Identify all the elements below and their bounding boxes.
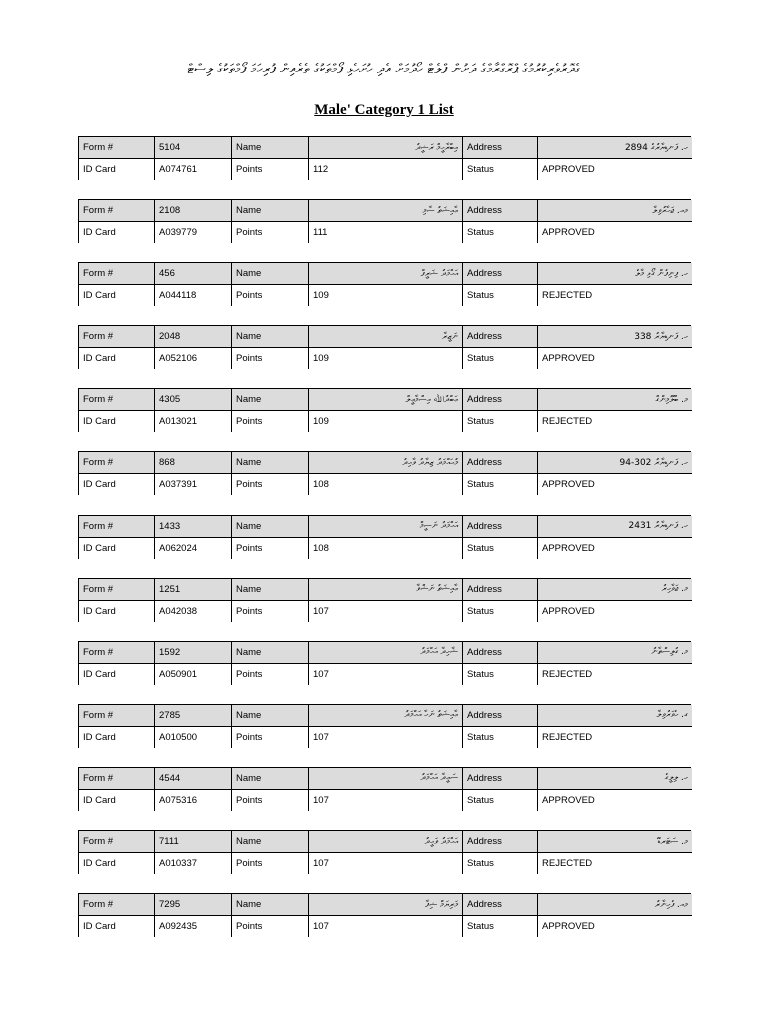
address-value: ހ. ފަނޑިޔާރުގެ 2894 bbox=[538, 137, 692, 159]
address-value: ހ. ފަނޑިޔާރު 2431 bbox=[538, 516, 692, 538]
points-label: Points bbox=[232, 601, 309, 622]
name-label: Name bbox=[232, 389, 309, 411]
id-card-value: A052106 bbox=[155, 348, 232, 369]
address-label: Address bbox=[463, 768, 538, 790]
id-card-value: A042038 bbox=[155, 601, 232, 622]
record-table bbox=[78, 136, 691, 180]
records-list bbox=[78, 136, 691, 956]
status-value: REJECTED bbox=[538, 853, 692, 874]
name-value: އަޙްމަދު ވަޙީދު bbox=[309, 831, 463, 853]
form-label: Form # bbox=[79, 642, 155, 664]
status-label: Status bbox=[463, 664, 538, 685]
name-value: މުޙައްމަދު ޒިޔާދު ވާޙިދު bbox=[309, 452, 463, 474]
name-label: Name bbox=[232, 768, 309, 790]
points-label: Points bbox=[232, 664, 309, 685]
form-label: Form # bbox=[79, 579, 155, 601]
form-number: 2108 bbox=[155, 200, 232, 222]
status-value: REJECTED bbox=[538, 285, 692, 306]
record-table bbox=[78, 830, 691, 874]
points-label: Points bbox=[232, 790, 309, 811]
status-label: Status bbox=[463, 285, 538, 306]
record-table bbox=[78, 515, 691, 559]
form-label: Form # bbox=[79, 516, 155, 538]
status-label: Status bbox=[463, 790, 538, 811]
form-number: 1592 bbox=[155, 642, 232, 664]
points-label: Points bbox=[232, 348, 309, 369]
address-value: ހ. ލިލީގެ bbox=[538, 768, 692, 790]
name-value: ޢަބްދުﷲ އިސްމާޢީލް bbox=[309, 389, 463, 411]
record-table bbox=[78, 578, 691, 622]
page-title: Male' Category 1 List bbox=[314, 102, 454, 118]
id-card-label: ID Card bbox=[79, 474, 155, 495]
form-number: 7111 bbox=[155, 831, 232, 853]
name-label: Name bbox=[232, 642, 309, 664]
points-value: 107 bbox=[309, 601, 463, 622]
points-value: 111 bbox=[309, 222, 463, 243]
name-value: ޢާއިޝަތު ނަހާ އަޙްމަދު bbox=[309, 705, 463, 727]
name-label: Name bbox=[232, 452, 309, 474]
points-value: 107 bbox=[309, 916, 463, 937]
status-value: REJECTED bbox=[538, 664, 692, 685]
status-value: APPROVED bbox=[538, 916, 692, 937]
record-table bbox=[78, 767, 691, 811]
points-value: 107 bbox=[309, 727, 463, 748]
form-number: 1251 bbox=[155, 579, 232, 601]
form-number: 1433 bbox=[155, 516, 232, 538]
id-card-value: A039779 bbox=[155, 222, 232, 243]
record-table bbox=[78, 262, 691, 306]
status-value: APPROVED bbox=[538, 538, 692, 559]
points-label: Points bbox=[232, 285, 309, 306]
name-value: ސަޢީދާ އަޙްމަދު bbox=[309, 768, 463, 790]
name-value: އިބްރާހީމް ރަޝީދު bbox=[309, 137, 463, 159]
points-label: Points bbox=[232, 474, 309, 495]
points-value: 112 bbox=[309, 159, 463, 180]
status-value: APPROVED bbox=[538, 159, 692, 180]
points-value: 108 bbox=[309, 538, 463, 559]
address-value: މ. ސަޓަރޑޭ bbox=[538, 831, 692, 853]
status-value: APPROVED bbox=[538, 601, 692, 622]
name-value: ނަޒީރާ bbox=[309, 326, 463, 348]
id-card-label: ID Card bbox=[79, 411, 155, 432]
id-card-value: A013021 bbox=[155, 411, 232, 432]
status-value: APPROVED bbox=[538, 348, 692, 369]
status-value: APPROVED bbox=[538, 474, 692, 495]
id-card-label: ID Card bbox=[79, 285, 155, 306]
points-label: Points bbox=[232, 853, 309, 874]
record-table bbox=[78, 199, 691, 243]
points-value: 109 bbox=[309, 348, 463, 369]
status-value: APPROVED bbox=[538, 222, 692, 243]
address-label: Address bbox=[463, 389, 538, 411]
status-value: REJECTED bbox=[538, 411, 692, 432]
address-label: Address bbox=[463, 894, 538, 916]
record-table bbox=[78, 451, 691, 495]
name-value: އަޙްމަދު ނަސީމް bbox=[309, 516, 463, 538]
address-value: ހ. ފިނިފެން ގޯޅި މާލެ bbox=[538, 263, 692, 285]
form-label: Form # bbox=[79, 768, 155, 790]
address-value: ހ. ފަނޑިޔާރު 338 bbox=[538, 326, 692, 348]
id-card-value: A075316 bbox=[155, 790, 232, 811]
id-card-value: A074761 bbox=[155, 159, 232, 180]
name-label: Name bbox=[232, 200, 309, 222]
form-label: Form # bbox=[79, 705, 155, 727]
id-card-value: A092435 bbox=[155, 916, 232, 937]
address-label: Address bbox=[463, 200, 538, 222]
name-value: ޢާއިޝަތު ނަޝްވާ bbox=[309, 579, 463, 601]
id-card-label: ID Card bbox=[79, 727, 155, 748]
form-label: Form # bbox=[79, 894, 155, 916]
status-label: Status bbox=[463, 601, 538, 622]
points-label: Points bbox=[232, 222, 309, 243]
address-value: މ. ބްލޫމިންގް bbox=[538, 389, 692, 411]
points-label: Points bbox=[232, 411, 309, 432]
address-value: މއ. ޖަހާރުވިލާ bbox=[538, 200, 692, 222]
status-label: Status bbox=[463, 538, 538, 559]
id-card-value: A037391 bbox=[155, 474, 232, 495]
record-table bbox=[78, 893, 691, 937]
address-label: Address bbox=[463, 516, 538, 538]
form-number: 4544 bbox=[155, 768, 232, 790]
points-value: 109 bbox=[309, 411, 463, 432]
address-label: Address bbox=[463, 642, 538, 664]
name-label: Name bbox=[232, 579, 309, 601]
points-value: 109 bbox=[309, 285, 463, 306]
status-value: REJECTED bbox=[538, 727, 692, 748]
status-label: Status bbox=[463, 159, 538, 180]
status-label: Status bbox=[463, 411, 538, 432]
status-label: Status bbox=[463, 474, 538, 495]
id-card-label: ID Card bbox=[79, 916, 155, 937]
points-label: Points bbox=[232, 159, 309, 180]
name-label: Name bbox=[232, 326, 309, 348]
status-label: Status bbox=[463, 348, 538, 369]
id-card-label: ID Card bbox=[79, 348, 155, 369]
points-value: 107 bbox=[309, 790, 463, 811]
id-card-label: ID Card bbox=[79, 538, 155, 559]
points-value: 107 bbox=[309, 664, 463, 685]
id-card-value: A062024 bbox=[155, 538, 232, 559]
form-label: Form # bbox=[79, 326, 155, 348]
form-number: 456 bbox=[155, 263, 232, 285]
form-label: Form # bbox=[79, 137, 155, 159]
address-value: މއ. ފެހިނާރު bbox=[538, 894, 692, 916]
points-value: 107 bbox=[309, 853, 463, 874]
address-label: Address bbox=[463, 263, 538, 285]
name-label: Name bbox=[232, 831, 309, 853]
form-label: Form # bbox=[79, 389, 155, 411]
form-number: 2048 bbox=[155, 326, 232, 348]
points-value: 108 bbox=[309, 474, 463, 495]
address-value: މ. ގުލިސްތާނު bbox=[538, 642, 692, 664]
dhivehi-header-line: ގެދޮރުވެރިކުރުމުގެ ޕްރޮގްރާމްގެ ދަށުން ފްލެޓް ހޯދުމަށް އެދި ހުށަހެޅި ފޯމްތަކުގެ ތެރެއިން ފުރިހަމަ ފޯމްތަކުގެ ލިސްޓް bbox=[187, 62, 581, 77]
address-label: Address bbox=[463, 452, 538, 474]
name-label: Name bbox=[232, 894, 309, 916]
points-label: Points bbox=[232, 916, 309, 937]
name-label: Name bbox=[232, 516, 309, 538]
name-value: އަޙްމަދު ޝަރީފް bbox=[309, 263, 463, 285]
address-value: ގ. ހެވަރުވިލާ bbox=[538, 705, 692, 727]
record-table bbox=[78, 704, 691, 748]
status-value: APPROVED bbox=[538, 790, 692, 811]
name-value: ޝާހިދާ އަޙްމަދު bbox=[309, 642, 463, 664]
name-value: މަރިޔަމް ޝިފާ bbox=[309, 894, 463, 916]
status-label: Status bbox=[463, 853, 538, 874]
id-card-label: ID Card bbox=[79, 664, 155, 685]
address-label: Address bbox=[463, 579, 538, 601]
form-number: 868 bbox=[155, 452, 232, 474]
form-number: 4305 bbox=[155, 389, 232, 411]
form-label: Form # bbox=[79, 452, 155, 474]
form-number: 7295 bbox=[155, 894, 232, 916]
name-value: ޢާއިޝަތު ސާމި bbox=[309, 200, 463, 222]
address-value: މ. ޖަވާހިރު bbox=[538, 579, 692, 601]
form-label: Form # bbox=[79, 831, 155, 853]
address-label: Address bbox=[463, 831, 538, 853]
id-card-label: ID Card bbox=[79, 159, 155, 180]
record-table bbox=[78, 325, 691, 369]
name-label: Name bbox=[232, 263, 309, 285]
id-card-value: A010337 bbox=[155, 853, 232, 874]
status-label: Status bbox=[463, 727, 538, 748]
id-card-label: ID Card bbox=[79, 853, 155, 874]
points-label: Points bbox=[232, 538, 309, 559]
status-label: Status bbox=[463, 222, 538, 243]
form-label: Form # bbox=[79, 263, 155, 285]
form-number: 2785 bbox=[155, 705, 232, 727]
id-card-value: A044118 bbox=[155, 285, 232, 306]
status-label: Status bbox=[463, 916, 538, 937]
address-label: Address bbox=[463, 705, 538, 727]
address-label: Address bbox=[463, 137, 538, 159]
address-value: ހ. ފަނޑިޔާރު 302-94 bbox=[538, 452, 692, 474]
id-card-label: ID Card bbox=[79, 222, 155, 243]
id-card-label: ID Card bbox=[79, 601, 155, 622]
record-table bbox=[78, 388, 691, 432]
points-label: Points bbox=[232, 727, 309, 748]
name-label: Name bbox=[232, 137, 309, 159]
id-card-value: A050901 bbox=[155, 664, 232, 685]
form-label: Form # bbox=[79, 200, 155, 222]
address-label: Address bbox=[463, 326, 538, 348]
name-label: Name bbox=[232, 705, 309, 727]
id-card-value: A010500 bbox=[155, 727, 232, 748]
record-table bbox=[78, 641, 691, 685]
id-card-label: ID Card bbox=[79, 790, 155, 811]
form-number: 5104 bbox=[155, 137, 232, 159]
